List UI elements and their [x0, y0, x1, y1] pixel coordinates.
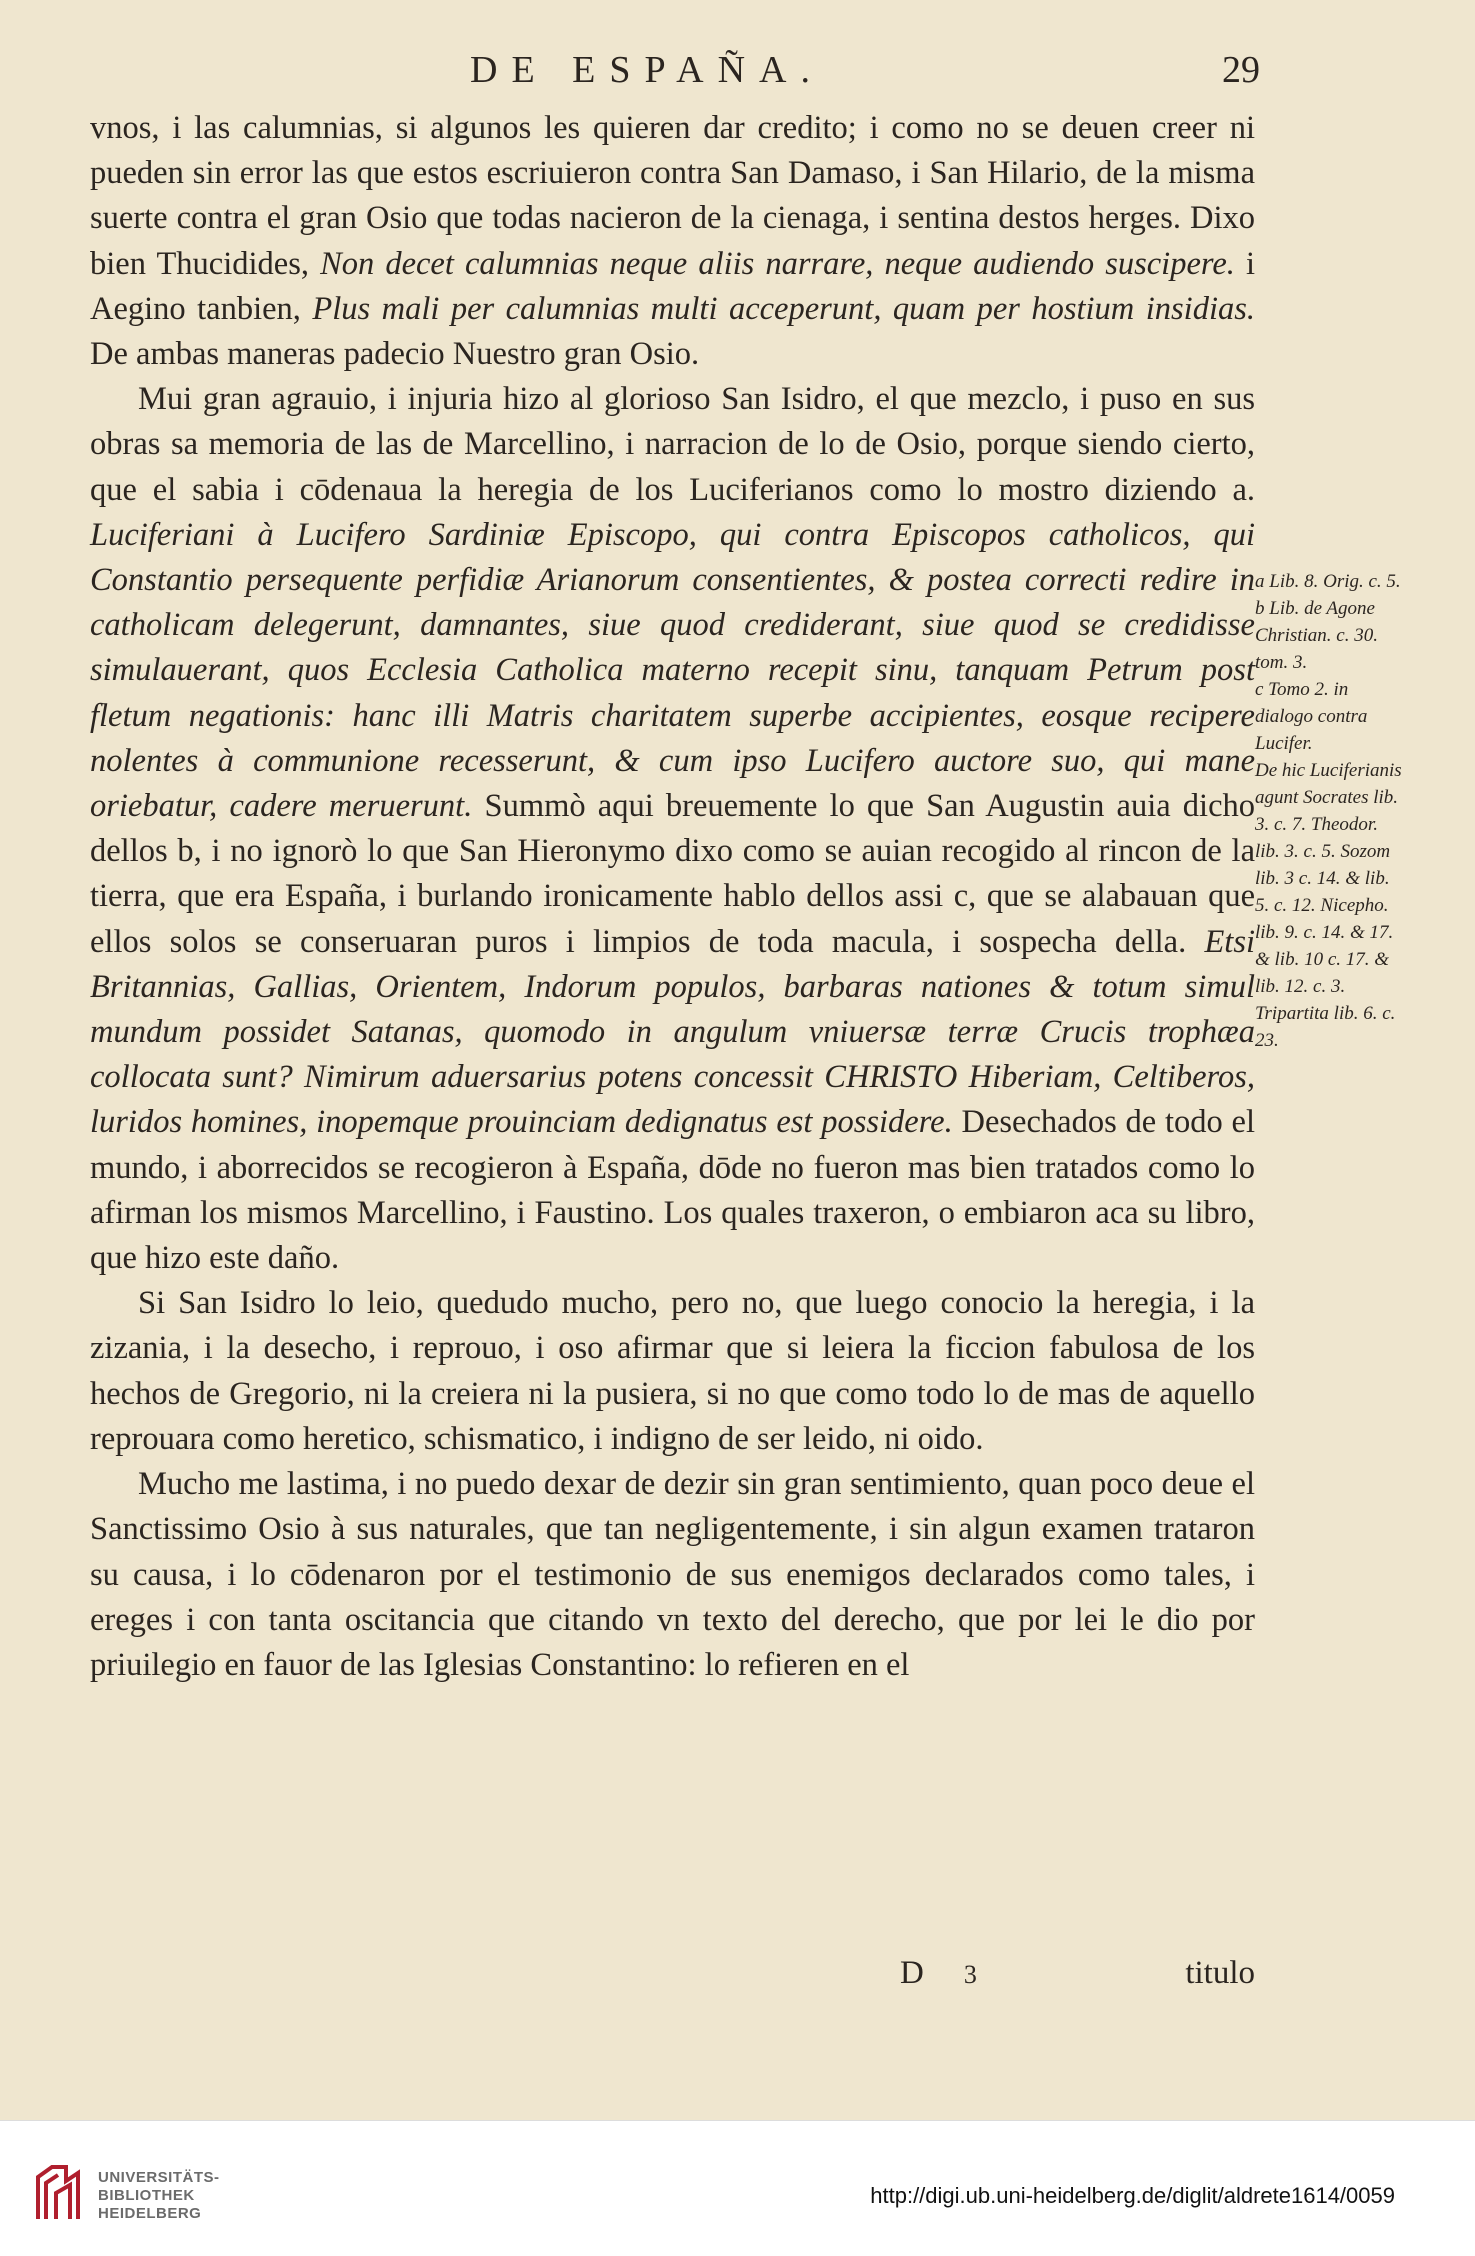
margin-note: De hic Luciferianis agunt Socrates lib. 3. c. 7. Theodor. lib. 3. c. 5. Sozom lib. 3 c. 14. & lib. 5. c. 12. Nicepho. lib. 9. c. 14. & 17. & lib. 10 c. 17. & lib. 12. c. 3. Tripartita lib. 6. c. 23.: [1255, 760, 1402, 1051]
source-url: http://digi.ub.uni-heidelberg.de/diglit/aldrete1614/0059: [870, 2183, 1395, 2208]
text-run: vnos, i las calumnias, si algunos les quieren dar credito; i como no se deuen creer ni pueden sin error las que estos escriuieron contra San Damaso, i San Hilario, de la misma suerte contra el gran Osio que todas nacieron de la cienaga, i sentina destos herges. Dixo bien Thucidides,: [90, 110, 1255, 282]
margin-note: b Lib. de Agone Christian. c. 30. tom. 3.: [1255, 598, 1378, 673]
library-logo-icon: [30, 2163, 86, 2223]
page-number: 29: [1222, 49, 1260, 91]
latin-quotation: Non decet calumnias neque aliis narrare, neque audiendo suscipere.: [320, 245, 1235, 282]
text-run: Summò aqui breuemente lo que San Augustin auia dicho dellos b, i no ignorò lo que San Hieronymo dixo como se auian recogido al rincon de la tierra, que era España, i burlando ironicamente hablo dellos assi c, que se alabauan que ellos solos se conseruaran puros i limpios de toda macula, i sospecha della.: [90, 788, 1256, 960]
text-run: Si San Isidro lo leio, quedudo mucho, pero no, que luego conocio la heregia, i la zizania, i la desecho, i reprouo, i oso afirmar que si leiera la ficcion fabulosa de los hechos de Gregorio, ni la creiera ni la pusiera, si no que como todo lo de mas de aquello reprouara como heretico, schismatico, i indigno de ser leido, ni oido.: [90, 1285, 1255, 1457]
text-run: i Aegino tanbien,: [90, 245, 1255, 327]
library-footer-bar: [0, 2120, 1475, 2256]
text-run: Mui gran agrauio, i injuria hizo al glorioso San Isidro, el que mezclo, i puso en sus obras sa memoria de las de Marcellino, i narracion de lo de Osio, porque siendo cierto, que el sabia i cōdenaua la heregia de los Luciferianos como lo mostro diziendo a.: [90, 381, 1255, 508]
paragraph: [90, 377, 1255, 1281]
library-name: [98, 2169, 220, 2223]
signature-mark: [900, 1955, 977, 1992]
running-header: [90, 48, 1260, 98]
text-run: Mucho me lastima, i no puedo dexar de dezir sin gran sentimiento, quan poco deue el Sanctissimo Osio à sus naturales, que tan negligentemente, i sin algun examen trataron su causa, i lo cōdenaron por el testimonio de sus enemigos declarados como tales, i ereges i con tanta oscitancia que citando vn texto del derecho, que por lei le dio por priuilegio en fauor de las Iglesias Constantino: lo refieren en el: [90, 1466, 1255, 1683]
margin-notes: [1255, 568, 1405, 1054]
margin-note: a Lib. 8. Orig. c. 5.: [1255, 571, 1401, 592]
paragraph: [90, 1462, 1255, 1688]
library-name-line: BIBLIOTHEK: [98, 2187, 195, 2204]
running-title: DE ESPAÑA.: [470, 49, 824, 91]
latin-quotation: Luciferiani à Lucifero Sardiniæ Episcopo, qui contra Episcopos catholicos, qui Constantio persequente perfidiæ Arianorum consentientes, & postea correcti redire in catholicam delegerunt, damnantes, siue quod crediderant, siue quod se credidisse simulauerant, quos Ecclesia Catholica materno recepit sinu, tanquam Petrum post fletum negationis: hanc illi Matris charitatem superbe accipientes, eosque recipere nolentes à communione recesserunt, & cum ipso Lucifero auctore suo, qui mane oriebatur, cadere meruerunt.: [90, 516, 1255, 825]
main-text: [90, 106, 1255, 1688]
text-run: Desechados de todo el mundo, i aborrecidos se recogieron à España, dōde no fueron mas bien tratados como lo afirman los mismos Marcellino, i Faustino. Los quales traxeron, o embiaron aca su libro, que hizo este daño.: [90, 1104, 1255, 1277]
paragraph: [90, 106, 1255, 377]
page-footer: [90, 1955, 1255, 2000]
text-run: [682, 1059, 693, 1095]
paragraph: [90, 1281, 1255, 1462]
signature-number: 3: [963, 1960, 977, 1989]
text-run: De ambas maneras padecio Nuestro gran Osio.: [90, 336, 700, 373]
library-name-line: HEIDELBERG: [98, 2205, 202, 2222]
latin-quotation: concessit CHRISTO Hiberiam, Celtiberos, luridos homines, inopemque prouinciam dedignatus est possidere.: [90, 1059, 1255, 1141]
latin-quotation: Etsi Britannias, Gallias, Orientem, Indorum populos, barbaras nationes & totum simul mundum possidet Satanas, quomodo in angulum vniuersæ terræ Crucis trophæa collocata sunt? Nimirum aduersarius potens: [90, 923, 1255, 1096]
margin-note: c Tomo 2. in dialogo contra Lucifer.: [1255, 679, 1368, 754]
signature-letter: D: [900, 1955, 924, 1991]
latin-quotation: Plus mali per calumnias multi acceperunt, quam per hostium insidias.: [312, 290, 1255, 327]
library-name-line: UNIVERSITÄTS-: [98, 2169, 220, 2186]
catchword: titulo: [1185, 1955, 1255, 1991]
